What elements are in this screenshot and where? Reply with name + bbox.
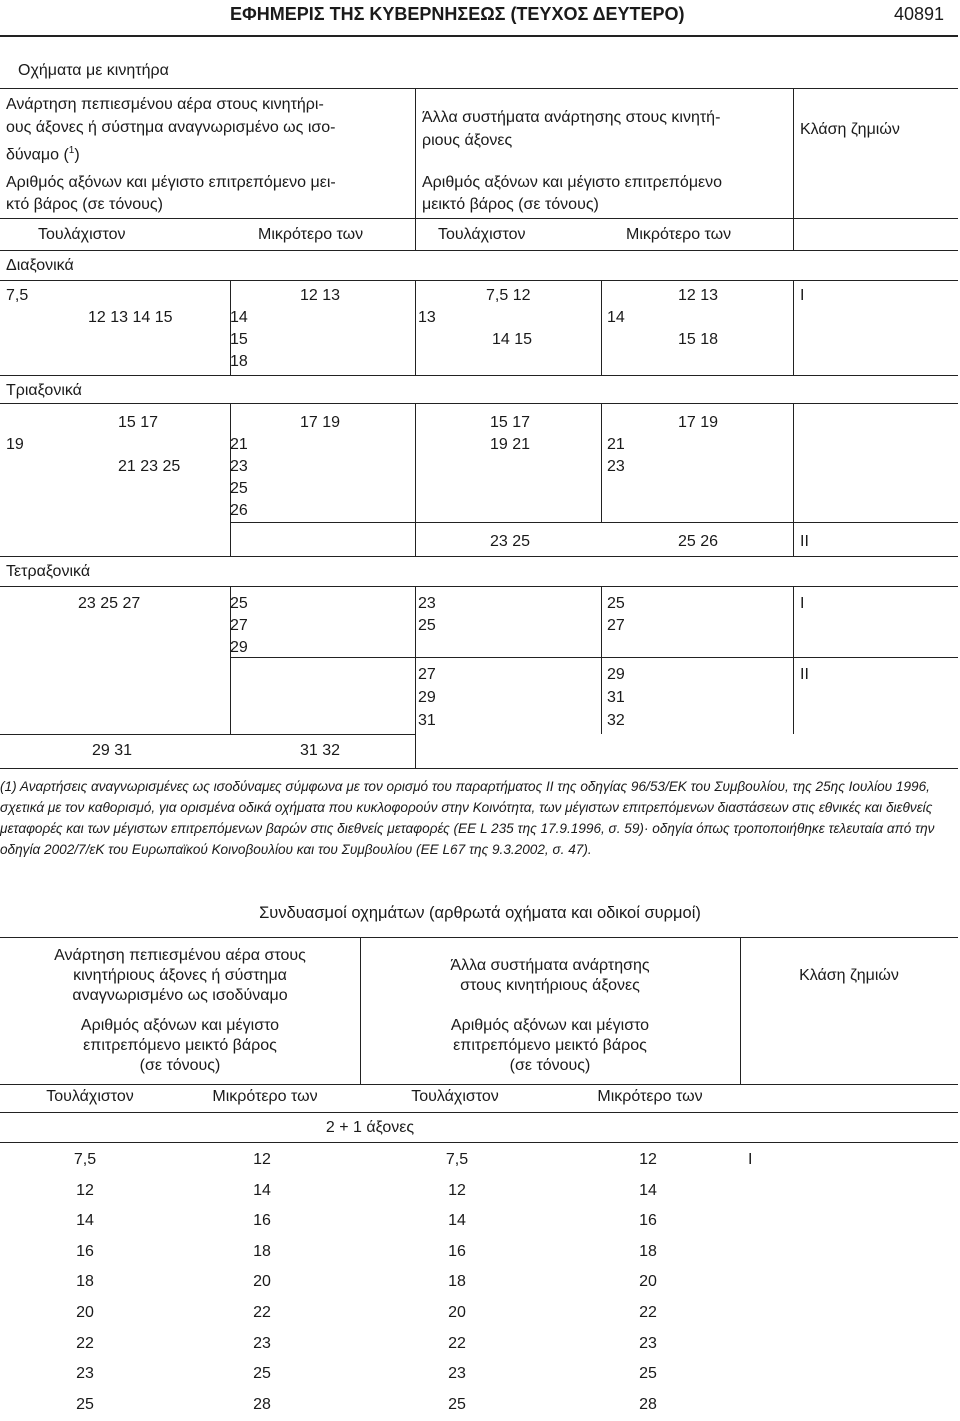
table-cell: 7,5 [6,287,29,304]
table-cell: 13 [418,309,436,326]
table-cell: 25 [418,617,436,634]
axle-group-label: 2 + 1 άξονες [325,1119,415,1136]
section-two-axle: Διαξονικά [6,257,74,274]
table-cell: 18 [448,1273,466,1291]
col-header-damage-class: Κλάση ζημιών [800,121,900,138]
footnote-reference: 1 [68,145,75,156]
table-cell: 23 25 27 [78,595,141,612]
table-cell: 17 19 [300,414,341,431]
table-cell: 7,5 12 [486,287,531,304]
subheader-other-axles-weight: Αριθμός αξόνων και μέγιστο επιτρεπόμενο [422,174,723,191]
header-at-least: Τουλάχιστον [46,1088,134,1105]
table-cell: 27 [230,617,248,634]
col-header-damage-class: Κλάση ζημιών [799,967,899,984]
col-header-air-suspension: Ανάρτηση πεπιεσμένου αέρα στους [54,947,306,964]
table-cell: 14 [639,1181,657,1199]
table-cell: 14 15 [492,331,533,348]
table-cell: 20 [253,1273,271,1291]
table-cell: 29 [230,639,248,656]
damage-class-value: I [800,595,805,612]
table-cell: 14 [230,309,248,326]
table-cell: 20 [76,1304,94,1321]
table-cell: 12 13 14 15 [88,309,173,326]
table-cell: 16 [76,1242,94,1260]
table-cell: 29 31 [92,742,133,759]
table-cell: 21 23 25 [118,458,181,475]
header-at-least: Τουλάχιστον [38,226,126,243]
col-header-air-suspension: Ανάρτηση πεπιεσμένου αέρα στους κινητήρι- [6,96,324,113]
table-cell: 18 [639,1242,657,1260]
table-cell: 16 [253,1212,271,1230]
header-less-than: Μικρότερο των [626,226,732,243]
table-cell: 25 [230,595,248,612]
table-title: Συνδυασμοί οχημάτων (αρθρωτά οχήματα και οδικοί συρμοί) [259,904,701,922]
table-cell: 14 [76,1212,94,1230]
table-cell: 20 [639,1273,657,1291]
damage-class-value: II [800,533,809,550]
table-cell: 26 [230,502,248,519]
table-cell: 15 17 [118,414,159,431]
table-cell: 31 32 [300,742,341,759]
table-cell: 12 [448,1181,466,1199]
col-header-other-suspension: Άλλα συστήματα ανάρτησης [450,957,650,974]
subheader-air-axles-weight: Αριθμός αξόνων και μέγιστο [80,1017,280,1034]
table-cell: 16 [639,1212,657,1230]
table-cell: 29 [418,689,436,706]
table-cell: 22 [448,1334,466,1352]
table-cell: 18 [230,353,248,370]
table-cell: 12 [253,1151,271,1168]
table-cell: 25 [607,595,625,612]
damage-class-value: I [748,1151,753,1168]
header-less-than: Μικρότερο των [258,226,364,243]
table-cell: 14 [253,1181,271,1199]
table-cell: 22 [639,1304,657,1321]
table-cell: 15 [230,331,248,348]
table-cell: 29 [607,666,625,683]
table-title: Οχήματα με κινητήρα [18,62,169,79]
table-cell: 23 [639,1334,657,1352]
table-cell: 12 [76,1181,94,1199]
table-cell: 25 26 [678,533,719,550]
table-cell: 12 13 [678,287,719,304]
table-cell: 22 [253,1304,271,1321]
table-cell: 25 [639,1365,657,1383]
document-header-title: ΕΦΗΜΕΡΙΣ ΤΗΣ ΚΥΒΕΡΝΗΣΕΩΣ (ΤΕΥΧΟΣ ΔΕΥΤΕΡΟ) [230,4,685,24]
header-at-least: Τουλάχιστον [438,226,526,243]
section-three-axle: Τριαξονικά [6,382,82,399]
header-at-least: Τουλάχιστον [411,1088,499,1105]
header-less-than: Μικρότερο των [212,1088,318,1105]
table-cell: 25 [448,1395,466,1413]
table-cell: 15 18 [678,331,719,348]
table-cell: 23 [76,1365,94,1383]
col-header-other-suspension: Άλλα συστήματα ανάρτησης στους κινητή- [422,109,721,126]
table-cell: 14 [448,1212,466,1230]
subheader-air-axles-weight: Αριθμός αξόνων και μέγιστο επιτρεπόμενο μει- [6,174,336,191]
table-cell: 21 [607,436,625,453]
table-cell: 7,5 [445,1151,469,1168]
table-cell: 25 [76,1395,94,1413]
table-cell: 23 [418,595,436,612]
header-rule [0,35,958,37]
table-cell: 19 21 [490,436,531,453]
table-cell: 16 [448,1242,466,1260]
table-cell: 12 13 [300,287,341,304]
table-cell: 28 [253,1395,271,1413]
table-cell: 22 [76,1334,94,1352]
footnote-text: (1) Αναρτήσεις αναγνωρισμένες ως ισοδύναμες σύμφωνα με τον ορισμό του παραρτήματος II της οδηγίας 96/53/ΕΚ του Συμβουλίου, της 25ης Ιουλίου 1996, σχετικά με τον καθορισμό, για ορισμένα οδικά οχήματα που κυκλοφορούν στην Κοινότητα, των μέγιστων επιτρεπόμενων διαστάσεων στις εθνικές και διεθνείς μεταφορές και των μέγιστων επιτρεπόμενων βαρών στις διεθνείς μεταφορές (ΕΕ L 235 της 17.9.1996, σ. 59)· οδηγία όπως τροποποιήθηκε τελευταία από την οδηγία 2002/7/εΚ του Ευρωπαϊκού Κοινοβουλίου και του Συμβουλίου (ΕΕ L67 της 9.3.2002, σ. 47). [0,779,935,857]
table-cell: 23 25 [490,533,531,550]
table-cell: 23 [448,1365,466,1383]
table-cell: 27 [418,666,436,683]
table-cell: 7,5 [73,1151,97,1168]
table-cell: 23 [253,1334,271,1352]
header-less-than: Μικρότερο των [597,1088,703,1105]
table-cell: 15 17 [490,414,531,431]
table-cell: 21 [230,436,248,453]
page-number: 40891 [894,4,945,24]
table-cell: 31 [607,689,625,706]
table-cell: 28 [639,1395,657,1413]
table-cell: 19 [6,436,24,453]
table-cell: 31 [418,712,436,729]
table-cell: 23 [230,458,248,475]
subheader-other-axles-weight: Αριθμός αξόνων και μέγιστο [450,1017,650,1034]
table-cell: 23 [607,458,625,475]
table-cell: 12 [639,1151,657,1168]
table-cell: 25 [253,1365,271,1383]
table-cell: 27 [607,617,625,634]
table-cell: 18 [76,1273,94,1291]
table-cell: 17 19 [678,414,719,431]
table-cell: 20 [448,1304,466,1321]
table-cell: 32 [607,712,625,729]
table-cell: 25 [230,480,248,497]
damage-class-value: I [800,287,805,304]
table-cell: 18 [253,1242,271,1260]
damage-class-value: II [800,666,809,683]
table-cell: 14 [607,309,625,326]
section-four-axle: Τετραξονικά [6,563,91,580]
